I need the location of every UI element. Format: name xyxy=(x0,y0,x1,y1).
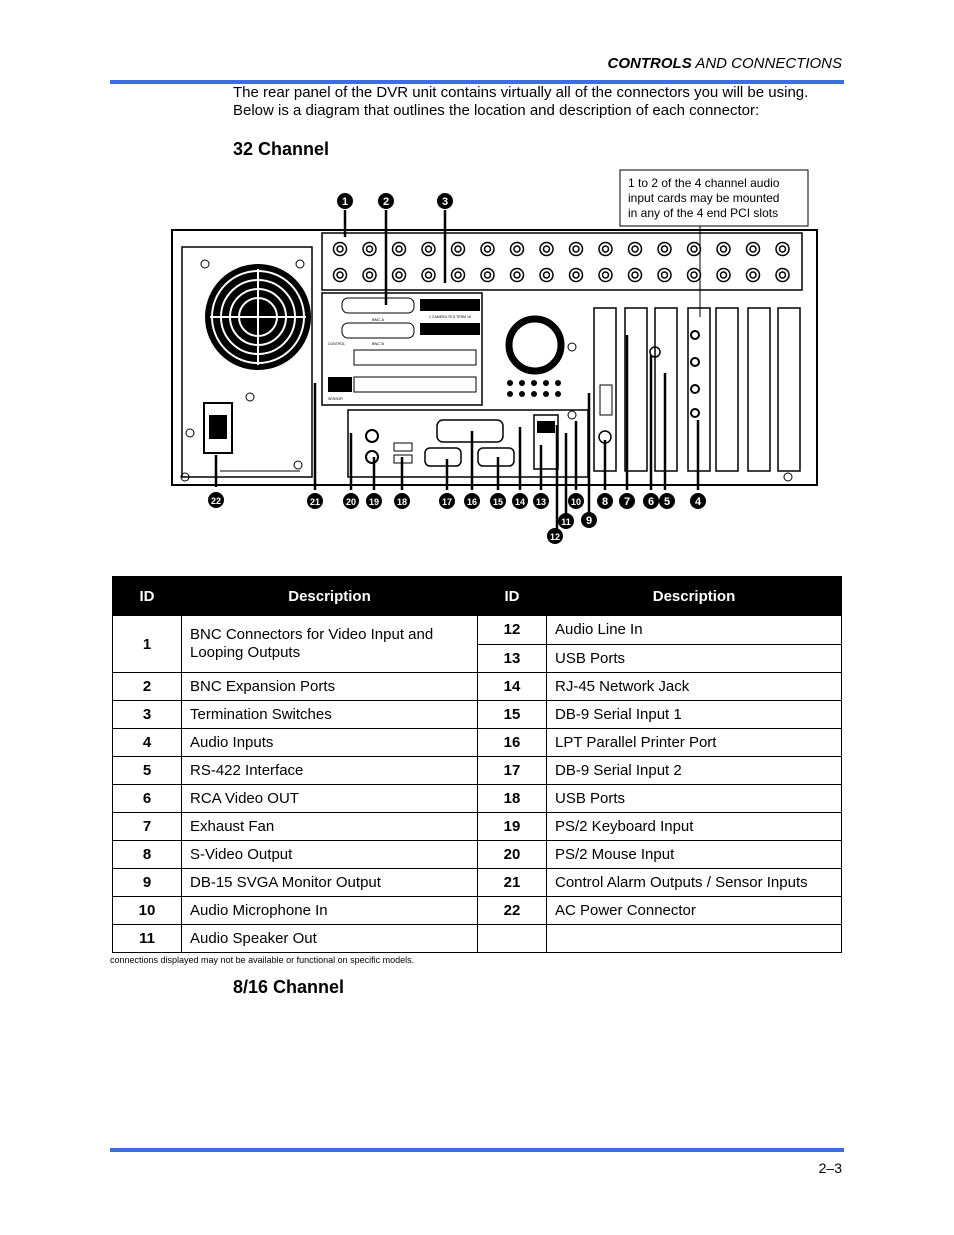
table-row xyxy=(113,701,842,729)
rear-panel-diagram xyxy=(110,165,844,550)
description-cell: RS-422 Interface xyxy=(182,757,478,785)
id-cell: 8 xyxy=(113,841,182,869)
description-cell: RCA Video OUT xyxy=(182,785,478,813)
page-number: 2–3 xyxy=(818,1160,842,1176)
callout-line-1: 1 to 2 of the 4 channel audio xyxy=(628,176,780,190)
description-cell: PS/2 Mouse Input xyxy=(547,841,842,869)
table-header-row xyxy=(113,577,842,616)
callout-line-2: input cards may be mounted xyxy=(628,191,780,205)
callout-marker-number: 9 xyxy=(585,515,593,527)
id-cell: 22 xyxy=(478,897,547,925)
section-heading-32-channel: 32 Channel xyxy=(233,139,330,159)
id-cell: 3 xyxy=(113,701,182,729)
description-cell: Audio Speaker Out xyxy=(182,925,478,953)
callout-marker-number: 12 xyxy=(549,532,561,542)
bnc-a-label: BNC A xyxy=(371,317,385,322)
callout-marker-number: 16 xyxy=(466,497,478,507)
callout-marker-number: 5 xyxy=(663,496,671,508)
column-header-id: ID xyxy=(478,577,547,616)
table-row xyxy=(113,897,842,925)
callout-marker-number: 17 xyxy=(441,497,453,507)
description-cell: BNC Connectors for Video Input and Looping Outputs xyxy=(182,616,478,673)
description-cell: USB Ports xyxy=(547,644,842,673)
table-row xyxy=(113,729,842,757)
description-cell: DB-9 Serial Input 2 xyxy=(547,757,842,785)
id-cell: 9 xyxy=(113,869,182,897)
id-cell: 19 xyxy=(478,813,547,841)
page-header-title: CONTROLS AND CONNECTIONS xyxy=(607,55,842,72)
callout-marker-number: 15 xyxy=(492,497,504,507)
id-cell: 21 xyxy=(478,869,547,897)
callout-marker-number: 10 xyxy=(570,497,582,507)
description-cell xyxy=(547,925,842,953)
connector-table xyxy=(112,576,842,953)
id-cell: 2 xyxy=(113,673,182,701)
column-header-description: Description xyxy=(182,577,478,616)
table-row xyxy=(113,925,842,953)
id-cell: 18 xyxy=(478,785,547,813)
callout-marker-number: 13 xyxy=(535,497,547,507)
description-cell: AC Power Connector xyxy=(547,897,842,925)
callout-marker-number: 1 xyxy=(341,196,349,208)
callout-marker-number: 7 xyxy=(623,496,631,508)
callout-marker-number: 11 xyxy=(561,517,571,527)
id-cell: 20 xyxy=(478,841,547,869)
callout-marker-number: 22 xyxy=(210,496,222,506)
description-cell: Exhaust Fan xyxy=(182,813,478,841)
callout-marker-number: 21 xyxy=(309,497,321,507)
callout-line-3: in any of the 4 end PCI slots xyxy=(628,206,779,220)
callout-marker-number: 14 xyxy=(514,497,526,507)
table-row xyxy=(113,616,842,645)
id-cell: 10 xyxy=(113,897,182,925)
id-cell: 7 xyxy=(113,813,182,841)
description-cell: RJ-45 Network Jack xyxy=(547,673,842,701)
camera-term-label: 1 CAMERA 75 Ω TERM 16 xyxy=(429,315,471,319)
table-row xyxy=(113,813,842,841)
bnc-b-label: BNC B xyxy=(371,341,385,346)
id-cell: 11 xyxy=(113,925,182,953)
id-cell: 16 xyxy=(478,729,547,757)
description-cell: BNC Expansion Ports xyxy=(182,673,478,701)
callout-marker-number: 18 xyxy=(396,497,408,507)
table-row xyxy=(113,785,842,813)
section-heading-8-16-channel: 8/16 Channel xyxy=(233,977,345,997)
description-cell: Audio Inputs xyxy=(182,729,478,757)
callout-marker-number: 2 xyxy=(382,196,390,208)
description-cell: Audio Line In xyxy=(547,616,842,645)
id-cell: 13 xyxy=(478,644,547,673)
id-cell: 17 xyxy=(478,757,547,785)
id-cell: 5 xyxy=(113,757,182,785)
description-cell: Termination Switches xyxy=(182,701,478,729)
column-header-description: Description xyxy=(547,577,842,616)
id-cell: 12 xyxy=(478,616,547,645)
callout-marker-number: 8 xyxy=(601,496,609,508)
id-cell: 15 xyxy=(478,701,547,729)
description-cell: DB-15 SVGA Monitor Output xyxy=(182,869,478,897)
column-header-id: ID xyxy=(113,577,182,616)
id-cell xyxy=(478,925,547,953)
table-row xyxy=(113,673,842,701)
callout-marker-number: 3 xyxy=(441,196,449,208)
description-cell: S-Video Output xyxy=(182,841,478,869)
description-cell: Control Alarm Outputs / Sensor Inputs xyxy=(547,869,842,897)
callout-marker-number: 19 xyxy=(368,497,380,507)
control-label: CONTROL xyxy=(328,342,346,346)
footnote: connections displayed may not be available or functional on specific models. xyxy=(110,955,415,965)
description-cell: LPT Parallel Printer Port xyxy=(547,729,842,757)
sensor-label: SENSOR xyxy=(328,397,343,401)
description-cell: USB Ports xyxy=(547,785,842,813)
callout-marker-number: 4 xyxy=(694,496,702,508)
footer-rule xyxy=(110,1148,844,1152)
id-cell: 14 xyxy=(478,673,547,701)
table-row xyxy=(113,757,842,785)
table-row xyxy=(113,841,842,869)
table-row xyxy=(113,869,842,897)
callout-marker-number: 6 xyxy=(647,496,655,508)
id-cell: 1 xyxy=(113,616,182,673)
id-cell: 4 xyxy=(113,729,182,757)
description-cell: Audio Microphone In xyxy=(182,897,478,925)
callout-marker-number: 20 xyxy=(345,497,357,507)
id-cell: 6 xyxy=(113,785,182,813)
description-cell: PS/2 Keyboard Input xyxy=(547,813,842,841)
intro-paragraph: The rear panel of the DVR unit contains virtually all of the connectors you will be using. Below is a diagram that outlines the location and description of each connector: xyxy=(233,84,809,119)
description-cell: DB-9 Serial Input 1 xyxy=(547,701,842,729)
